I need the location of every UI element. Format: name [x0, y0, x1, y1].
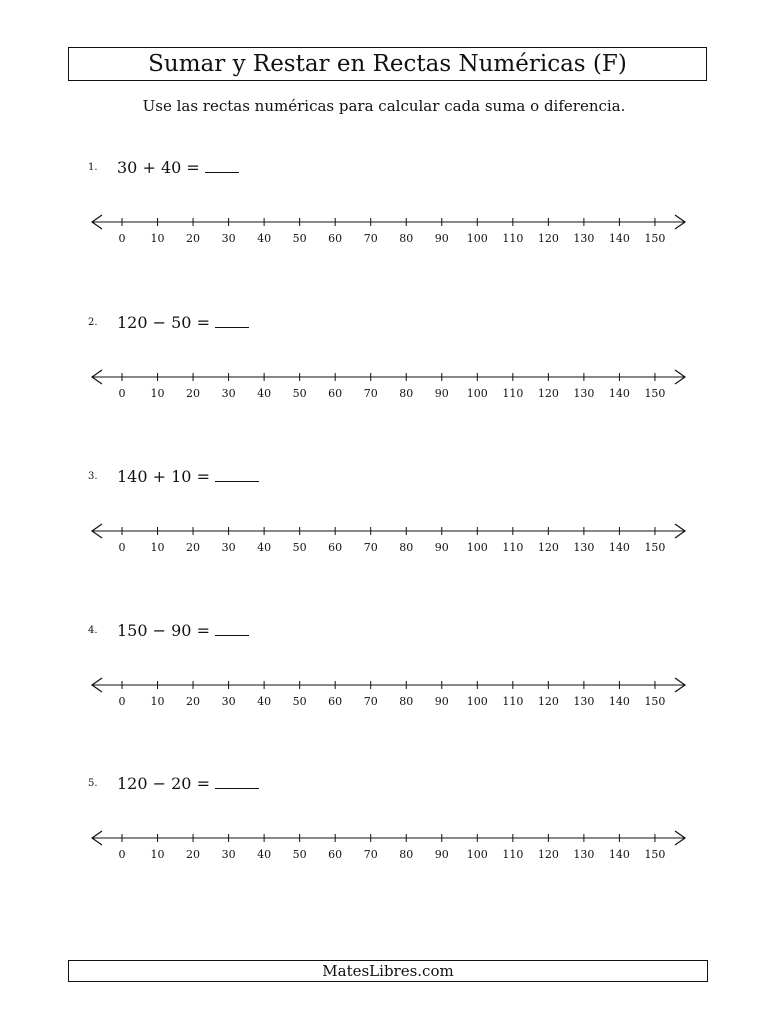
problem-3 — [0, 459, 768, 579]
tick-label: 50 — [292, 695, 307, 708]
tick-label: 20 — [186, 848, 201, 861]
tick-label: 110 — [502, 695, 524, 708]
tick-label: 30 — [221, 848, 236, 861]
footer — [68, 960, 708, 982]
problem-2 — [0, 305, 768, 425]
tick-label: 40 — [257, 695, 272, 708]
tick-label: 90 — [434, 541, 449, 554]
tick-label: 140 — [608, 695, 630, 708]
tick-label: 130 — [573, 232, 595, 245]
tick-label: 70 — [363, 541, 378, 554]
tick-label: 110 — [502, 541, 524, 554]
tick-label: 140 — [608, 232, 630, 245]
tick-label: 120 — [537, 695, 559, 708]
problem-5 — [0, 766, 768, 886]
tick-label: 0 — [118, 387, 126, 400]
answer-blank[interactable] — [215, 621, 249, 636]
tick-label: 80 — [399, 387, 414, 400]
tick-label: 40 — [257, 232, 272, 245]
tick-label: 150 — [644, 232, 666, 245]
tick-label: 150 — [644, 387, 666, 400]
problem-expression: 120 − 20 = — [117, 774, 210, 793]
tick-label: 50 — [292, 232, 307, 245]
tick-label: 90 — [434, 232, 449, 245]
tick-label: 50 — [292, 848, 307, 861]
footer-text: MatesLibres.com — [322, 962, 454, 980]
tick-label: 100 — [466, 232, 488, 245]
problem-expression-line — [117, 467, 259, 486]
tick-label: 130 — [573, 848, 595, 861]
tick-label: 90 — [434, 695, 449, 708]
tick-label: 80 — [399, 848, 414, 861]
tick-label: 60 — [328, 232, 343, 245]
tick-label: 70 — [363, 232, 378, 245]
tick-label: 70 — [363, 848, 378, 861]
tick-label: 20 — [186, 541, 201, 554]
answer-blank[interactable] — [215, 774, 259, 789]
number-line — [0, 826, 768, 866]
tick-label: 0 — [118, 695, 126, 708]
tick-label: 80 — [399, 695, 414, 708]
tick-label: 120 — [537, 848, 559, 861]
number-line — [0, 519, 768, 559]
tick-label: 130 — [573, 541, 595, 554]
tick-label: 60 — [328, 541, 343, 554]
tick-label: 20 — [186, 695, 201, 708]
answer-blank[interactable] — [215, 467, 259, 482]
number-line — [0, 673, 768, 713]
tick-label: 110 — [502, 387, 524, 400]
tick-label: 10 — [150, 541, 165, 554]
problem-number: 5. — [88, 778, 98, 789]
tick-label: 90 — [434, 387, 449, 400]
tick-label: 40 — [257, 541, 272, 554]
number-line — [0, 365, 768, 405]
tick-label: 0 — [118, 232, 126, 245]
tick-label: 50 — [292, 387, 307, 400]
problem-expression: 120 − 50 = — [117, 313, 210, 332]
tick-label: 20 — [186, 232, 201, 245]
tick-label: 80 — [399, 541, 414, 554]
tick-label: 70 — [363, 387, 378, 400]
tick-label: 110 — [502, 848, 524, 861]
title-text: Sumar y Restar en Rectas Numéricas (F) — [148, 51, 627, 77]
tick-label: 60 — [328, 387, 343, 400]
tick-label: 0 — [118, 848, 126, 861]
tick-label: 150 — [644, 848, 666, 861]
problem-number: 1. — [88, 162, 98, 173]
tick-label: 100 — [466, 848, 488, 861]
instructions: Use las rectas numéricas para calcular cada suma o diferencia. — [142, 97, 626, 115]
problem-1 — [0, 150, 768, 270]
tick-label: 30 — [221, 387, 236, 400]
tick-label: 100 — [466, 387, 488, 400]
problem-expression-line — [117, 158, 239, 177]
tick-label: 90 — [434, 848, 449, 861]
tick-label: 20 — [186, 387, 201, 400]
tick-label: 0 — [118, 541, 126, 554]
tick-label: 130 — [573, 387, 595, 400]
tick-label: 130 — [573, 695, 595, 708]
tick-label: 120 — [537, 232, 559, 245]
tick-label: 100 — [466, 695, 488, 708]
problem-expression: 30 + 40 = — [117, 158, 200, 177]
tick-label: 140 — [608, 848, 630, 861]
problem-4 — [0, 613, 768, 733]
problem-expression-line — [117, 621, 249, 640]
tick-label: 110 — [502, 232, 524, 245]
tick-label: 60 — [328, 695, 343, 708]
tick-label: 10 — [150, 387, 165, 400]
tick-label: 80 — [399, 232, 414, 245]
worksheet-title — [68, 47, 707, 81]
tick-label: 150 — [644, 541, 666, 554]
answer-blank[interactable] — [215, 313, 249, 328]
tick-label: 120 — [537, 387, 559, 400]
tick-label: 30 — [221, 695, 236, 708]
tick-label: 10 — [150, 848, 165, 861]
problem-expression-line — [117, 774, 259, 793]
tick-label: 30 — [221, 541, 236, 554]
problem-number: 2. — [88, 317, 98, 328]
tick-label: 100 — [466, 541, 488, 554]
answer-blank[interactable] — [205, 158, 239, 173]
tick-label: 40 — [257, 848, 272, 861]
tick-label: 60 — [328, 848, 343, 861]
tick-label: 10 — [150, 695, 165, 708]
tick-label: 50 — [292, 541, 307, 554]
problem-expression: 150 − 90 = — [117, 621, 210, 640]
problem-number: 3. — [88, 471, 98, 482]
tick-label: 40 — [257, 387, 272, 400]
tick-label: 10 — [150, 232, 165, 245]
number-line — [0, 210, 768, 250]
problem-expression: 140 + 10 = — [117, 467, 210, 486]
tick-label: 150 — [644, 695, 666, 708]
problem-expression-line — [117, 313, 249, 332]
tick-label: 30 — [221, 232, 236, 245]
tick-label: 140 — [608, 541, 630, 554]
tick-label: 70 — [363, 695, 378, 708]
tick-label: 140 — [608, 387, 630, 400]
tick-label: 120 — [537, 541, 559, 554]
problem-number: 4. — [88, 625, 98, 636]
